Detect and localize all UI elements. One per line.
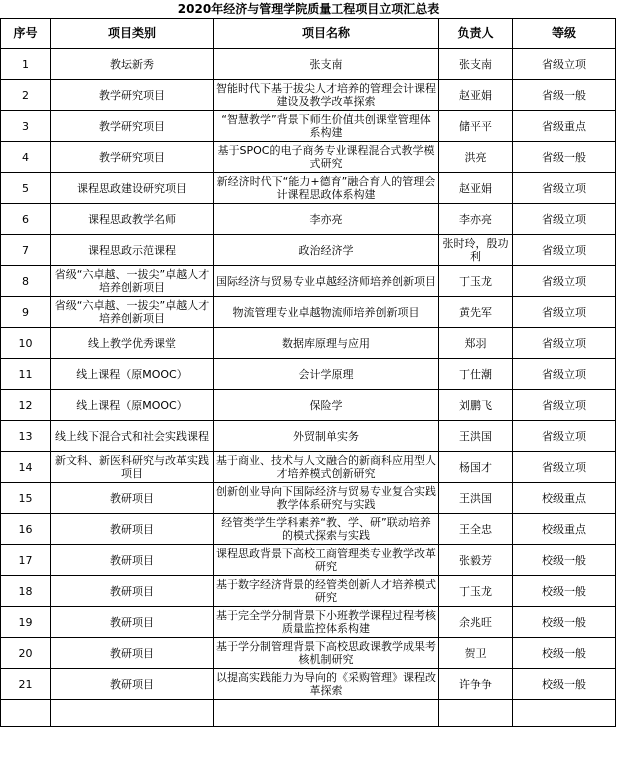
- table-row: [1, 421, 616, 452]
- cell-level: 校级一般: [513, 545, 616, 576]
- cell-no: 19: [1, 607, 51, 638]
- table-row: [1, 576, 616, 607]
- cell-no: 10: [1, 328, 51, 359]
- cell-level: 省级立项: [513, 266, 616, 297]
- cell-level: 校级重点: [513, 514, 616, 545]
- cell-name: 物流管理专业卓越物流师培养创新项目: [214, 297, 439, 328]
- cell-leader: 贺卫: [439, 638, 513, 669]
- cell-level: 省级一般: [513, 142, 616, 173]
- table-row: [1, 235, 616, 266]
- cell-level: 校级一般: [513, 607, 616, 638]
- table-row: [1, 266, 616, 297]
- empty-cell: [51, 700, 214, 727]
- empty-row: [1, 700, 616, 727]
- cell-leader: 储平平: [439, 111, 513, 142]
- cell-category: 线上课程（原MOOC）: [51, 390, 214, 421]
- cell-leader: 洪亮: [439, 142, 513, 173]
- cell-category: 教坛新秀: [51, 49, 214, 80]
- cell-name: 课程思政背景下高校工商管理类专业教学改革研究: [214, 545, 439, 576]
- table-row: [1, 80, 616, 111]
- cell-name: 数据库原理与应用: [214, 328, 439, 359]
- cell-no: 21: [1, 669, 51, 700]
- cell-no: 4: [1, 142, 51, 173]
- cell-level: 省级立项: [513, 328, 616, 359]
- empty-cell: [1, 700, 51, 727]
- cell-name: 基于学分制管理背景下高校思政课教学成果考核机制研究: [214, 638, 439, 669]
- cell-name: 智能时代下基于拔尖人才培养的管理会计课程建设及教学改革探索: [214, 80, 439, 111]
- cell-level: 校级一般: [513, 638, 616, 669]
- table-title: 2020年经济与管理学院质量工程项目立项汇总表: [177, 2, 440, 16]
- cell-category: 线上教学优秀课堂: [51, 328, 214, 359]
- header-category: 项目类别: [51, 19, 214, 49]
- cell-no: 9: [1, 297, 51, 328]
- cell-no: 17: [1, 545, 51, 576]
- cell-name: 保险学: [214, 390, 439, 421]
- cell-level: 省级重点: [513, 111, 616, 142]
- cell-leader: 赵亚娟: [439, 173, 513, 204]
- cell-name: 政治经济学: [214, 235, 439, 266]
- cell-name: 新经济时代下“能力+德育”融合育人的管理会计课程思政体系构建: [214, 173, 439, 204]
- cell-level: 省级立项: [513, 421, 616, 452]
- cell-name: 创新创业导向下国际经济与贸易专业复合实践教学体系研究与实践: [214, 483, 439, 514]
- table-row: [1, 142, 616, 173]
- cell-leader: 刘鹏飞: [439, 390, 513, 421]
- cell-category: 线上线下混合式和社会实践课程: [51, 421, 214, 452]
- table-row: [1, 607, 616, 638]
- cell-leader: 丁玉龙: [439, 266, 513, 297]
- table-row: [1, 328, 616, 359]
- cell-leader: 张支南: [439, 49, 513, 80]
- cell-leader: 张时玲，殷功利: [439, 235, 513, 266]
- cell-category: 教研项目: [51, 669, 214, 700]
- table-row: [1, 297, 616, 328]
- cell-name: 基于SPOC的电子商务专业课程混合式教学模式研究: [214, 142, 439, 173]
- cell-level: 省级立项: [513, 390, 616, 421]
- cell-leader: 张毅芳: [439, 545, 513, 576]
- cell-no: 20: [1, 638, 51, 669]
- cell-name: 经管类学生学科素养“教、学、研”联动培养的模式探索与实践: [214, 514, 439, 545]
- cell-category: 教研项目: [51, 607, 214, 638]
- cell-level: 校级一般: [513, 576, 616, 607]
- empty-cell: [214, 700, 439, 727]
- cell-level: 省级一般: [513, 80, 616, 111]
- cell-leader: 许争争: [439, 669, 513, 700]
- table-row: [1, 483, 616, 514]
- cell-level: 省级立项: [513, 49, 616, 80]
- cell-category: 省级“六卓越、一拔尖”卓越人才培养创新项目: [51, 266, 214, 297]
- table-row: [1, 452, 616, 483]
- empty-cell: [513, 700, 616, 727]
- cell-no: 16: [1, 514, 51, 545]
- table-row: [1, 49, 616, 80]
- cell-leader: 王全忠: [439, 514, 513, 545]
- cell-leader: 丁仕潮: [439, 359, 513, 390]
- table-body: [1, 49, 616, 727]
- cell-category: 教研项目: [51, 638, 214, 669]
- cell-no: 7: [1, 235, 51, 266]
- cell-leader: 赵亚娟: [439, 80, 513, 111]
- cell-no: 6: [1, 204, 51, 235]
- cell-no: 13: [1, 421, 51, 452]
- cell-category: 课程思政建设研究项目: [51, 173, 214, 204]
- table-row: [1, 390, 616, 421]
- cell-category: 教学研究项目: [51, 142, 214, 173]
- cell-leader: 黄先军: [439, 297, 513, 328]
- cell-name: 基于完全学分制背景下小班教学课程过程考核质量监控体系构建: [214, 607, 439, 638]
- cell-category: 教学研究项目: [51, 80, 214, 111]
- cell-name: 张支南: [214, 49, 439, 80]
- table-row: [1, 173, 616, 204]
- table-row: [1, 638, 616, 669]
- cell-level: 省级立项: [513, 452, 616, 483]
- cell-category: 课程思政教学名师: [51, 204, 214, 235]
- cell-no: 11: [1, 359, 51, 390]
- header-level: 等级: [513, 19, 616, 49]
- cell-category: 教研项目: [51, 545, 214, 576]
- table-row: [1, 669, 616, 700]
- cell-no: 2: [1, 80, 51, 111]
- cell-level: 省级立项: [513, 204, 616, 235]
- cell-category: 教研项目: [51, 576, 214, 607]
- cell-level: 省级立项: [513, 173, 616, 204]
- cell-name: 基于数字经济背景的经管类创新人才培养模式研究: [214, 576, 439, 607]
- cell-level: 省级立项: [513, 297, 616, 328]
- cell-name: 李亦亮: [214, 204, 439, 235]
- cell-name: 以提高实践能力为导向的《采购管理》课程改革探索: [214, 669, 439, 700]
- cell-level: 省级立项: [513, 235, 616, 266]
- header-row: [1, 19, 616, 49]
- cell-name: 会计学原理: [214, 359, 439, 390]
- empty-cell: [439, 700, 513, 727]
- cell-no: 1: [1, 49, 51, 80]
- project-table: [0, 18, 616, 727]
- cell-leader: 丁玉龙: [439, 576, 513, 607]
- table-row: [1, 111, 616, 142]
- cell-leader: 杨国才: [439, 452, 513, 483]
- cell-name: “智慧教学”背景下师生价值共创课堂管理体系构建: [214, 111, 439, 142]
- cell-category: 课程思政示范课程: [51, 235, 214, 266]
- cell-leader: 李亦亮: [439, 204, 513, 235]
- cell-leader: 王洪国: [439, 483, 513, 514]
- cell-level: 省级立项: [513, 359, 616, 390]
- header-no: 序号: [1, 19, 51, 49]
- cell-category: 新文科、新医科研究与改革实践项目: [51, 452, 214, 483]
- cell-category: 教研项目: [51, 514, 214, 545]
- cell-name: 国际经济与贸易专业卓越经济师培养创新项目: [214, 266, 439, 297]
- cell-no: 12: [1, 390, 51, 421]
- cell-no: 3: [1, 111, 51, 142]
- cell-name: 外贸制单实务: [214, 421, 439, 452]
- cell-level: 校级重点: [513, 483, 616, 514]
- cell-category: 教学研究项目: [51, 111, 214, 142]
- cell-category: 教研项目: [51, 483, 214, 514]
- table-row: [1, 514, 616, 545]
- cell-category: 线上课程（原MOOC）: [51, 359, 214, 390]
- cell-no: 18: [1, 576, 51, 607]
- cell-no: 14: [1, 452, 51, 483]
- header-leader: 负责人: [439, 19, 513, 49]
- cell-leader: 余兆旺: [439, 607, 513, 638]
- cell-category: 省级“六卓越、一拔尖”卓越人才培养创新项目: [51, 297, 214, 328]
- cell-name: 基于商业、技术与人文融合的新商科应用型人才培养模式创新研究: [214, 452, 439, 483]
- cell-no: 15: [1, 483, 51, 514]
- table-row: [1, 204, 616, 235]
- cell-leader: 王洪国: [439, 421, 513, 452]
- cell-level: 校级一般: [513, 669, 616, 700]
- header-name: 项目名称: [214, 19, 439, 49]
- cell-no: 8: [1, 266, 51, 297]
- table-row: [1, 545, 616, 576]
- table-row: [1, 359, 616, 390]
- cell-no: 5: [1, 173, 51, 204]
- cell-leader: 郑羽: [439, 328, 513, 359]
